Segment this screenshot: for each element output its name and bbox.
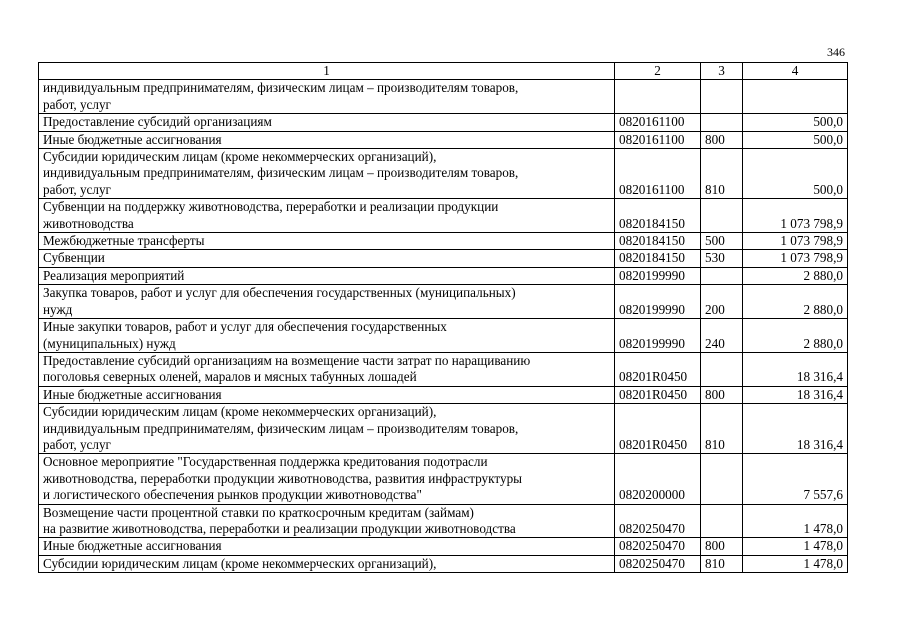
cell-code	[615, 80, 701, 114]
budget-table	[38, 62, 848, 573]
table-row	[39, 404, 848, 454]
table-row	[39, 504, 848, 538]
table-body	[39, 80, 848, 573]
table-row	[39, 199, 848, 233]
cell-name: Субвенции на поддержку животноводства, переработки и реализации продукции животноводства	[39, 199, 615, 233]
cell-type: 500	[701, 233, 743, 250]
column-header-code: 2	[615, 63, 701, 80]
cell-type: 810	[701, 149, 743, 199]
cell-code: 0820200000	[615, 454, 701, 504]
cell-code: 0820199990	[615, 285, 701, 319]
cell-code: 0820184150	[615, 199, 701, 233]
cell-type	[701, 504, 743, 538]
table-row	[39, 131, 848, 148]
table-row	[39, 285, 848, 319]
cell-name: Субсидии юридическим лицам (кроме некоммерческих организаций), индивидуальным предпринимателям, физическим лицам – производителям товаров, работ, услуг	[39, 404, 615, 454]
column-header-type: 3	[701, 63, 743, 80]
cell-code: 0820184150	[615, 250, 701, 267]
cell-type	[701, 114, 743, 131]
table-row	[39, 319, 848, 353]
table-row	[39, 352, 848, 386]
cell-type: 200	[701, 285, 743, 319]
cell-type: 810	[701, 555, 743, 572]
cell-sum: 1 478,0	[743, 504, 848, 538]
cell-sum: 500,0	[743, 131, 848, 148]
cell-code: 08201R0450	[615, 352, 701, 386]
cell-code: 0820199990	[615, 319, 701, 353]
cell-code: 08201R0450	[615, 404, 701, 454]
cell-name: Субвенции	[39, 250, 615, 267]
cell-type: 240	[701, 319, 743, 353]
table-row	[39, 386, 848, 403]
cell-type	[701, 454, 743, 504]
cell-sum	[743, 80, 848, 114]
cell-code: 0820161100	[615, 149, 701, 199]
table-row	[39, 233, 848, 250]
cell-sum: 18 316,4	[743, 352, 848, 386]
cell-sum: 1 073 798,9	[743, 250, 848, 267]
column-header-sum: 4	[743, 63, 848, 80]
cell-type: 800	[701, 538, 743, 555]
cell-sum: 1 478,0	[743, 538, 848, 555]
cell-type	[701, 80, 743, 114]
cell-sum: 1 478,0	[743, 555, 848, 572]
cell-type: 530	[701, 250, 743, 267]
cell-name: Субсидии юридическим лицам (кроме некоммерческих организаций), индивидуальным предпринимателям, физическим лицам – производителям товаров, работ, услуг	[39, 149, 615, 199]
cell-name: Предоставление субсидий организациям	[39, 114, 615, 131]
table-header-row	[39, 63, 848, 80]
cell-name: Предоставление субсидий организациям на возмещение части затрат по наращиванию поголовья северных оленей, маралов и мясных табунных лошадей	[39, 352, 615, 386]
cell-name: Межбюджетные трансферты	[39, 233, 615, 250]
cell-name: Основное мероприятие "Государственная поддержка кредитования подотрасли животноводства, переработки продукции животноводства, развития инфраструктуры и логистического обеспечения рынков продукции животноводства"	[39, 454, 615, 504]
table-row	[39, 114, 848, 131]
cell-sum: 2 880,0	[743, 319, 848, 353]
cell-type: 800	[701, 386, 743, 403]
table-row	[39, 555, 848, 572]
cell-code: 08201R0450	[615, 386, 701, 403]
cell-name: Иные бюджетные ассигнования	[39, 131, 615, 148]
cell-code: 0820161100	[615, 131, 701, 148]
cell-sum: 18 316,4	[743, 386, 848, 403]
table-row	[39, 454, 848, 504]
cell-type	[701, 267, 743, 284]
cell-sum: 2 880,0	[743, 267, 848, 284]
cell-name: Иные бюджетные ассигнования	[39, 538, 615, 555]
cell-sum: 500,0	[743, 114, 848, 131]
cell-name: Иные бюджетные ассигнования	[39, 386, 615, 403]
cell-type	[701, 352, 743, 386]
cell-name: индивидуальным предпринимателям, физическим лицам – производителям товаров, работ, услуг	[39, 80, 615, 114]
cell-code: 0820250470	[615, 555, 701, 572]
cell-name: Иные закупки товаров, работ и услуг для обеспечения государственных (муниципальных) нужд	[39, 319, 615, 353]
cell-type	[701, 199, 743, 233]
cell-sum: 18 316,4	[743, 404, 848, 454]
cell-sum: 500,0	[743, 149, 848, 199]
cell-code: 0820184150	[615, 233, 701, 250]
table-row	[39, 149, 848, 199]
table-row	[39, 250, 848, 267]
page-number: 346	[827, 45, 845, 59]
cell-type: 800	[701, 131, 743, 148]
cell-type: 810	[701, 404, 743, 454]
table-row	[39, 538, 848, 555]
cell-code: 0820161100	[615, 114, 701, 131]
cell-sum: 7 557,6	[743, 454, 848, 504]
cell-name: Реализация мероприятий	[39, 267, 615, 284]
cell-code: 0820250470	[615, 538, 701, 555]
cell-name: Возмещение части процентной ставки по краткосрочным кредитам (займам) на развитие животноводства, переработки и реализации продукции животноводства	[39, 504, 615, 538]
table-row	[39, 267, 848, 284]
cell-code: 0820199990	[615, 267, 701, 284]
cell-sum: 2 880,0	[743, 285, 848, 319]
cell-code: 0820250470	[615, 504, 701, 538]
column-header-name: 1	[39, 63, 615, 80]
cell-sum: 1 073 798,9	[743, 233, 848, 250]
cell-name: Субсидии юридическим лицам (кроме некоммерческих организаций),	[39, 555, 615, 572]
cell-sum: 1 073 798,9	[743, 199, 848, 233]
cell-name: Закупка товаров, работ и услуг для обеспечения государственных (муниципальных) нужд	[39, 285, 615, 319]
table-row	[39, 80, 848, 114]
